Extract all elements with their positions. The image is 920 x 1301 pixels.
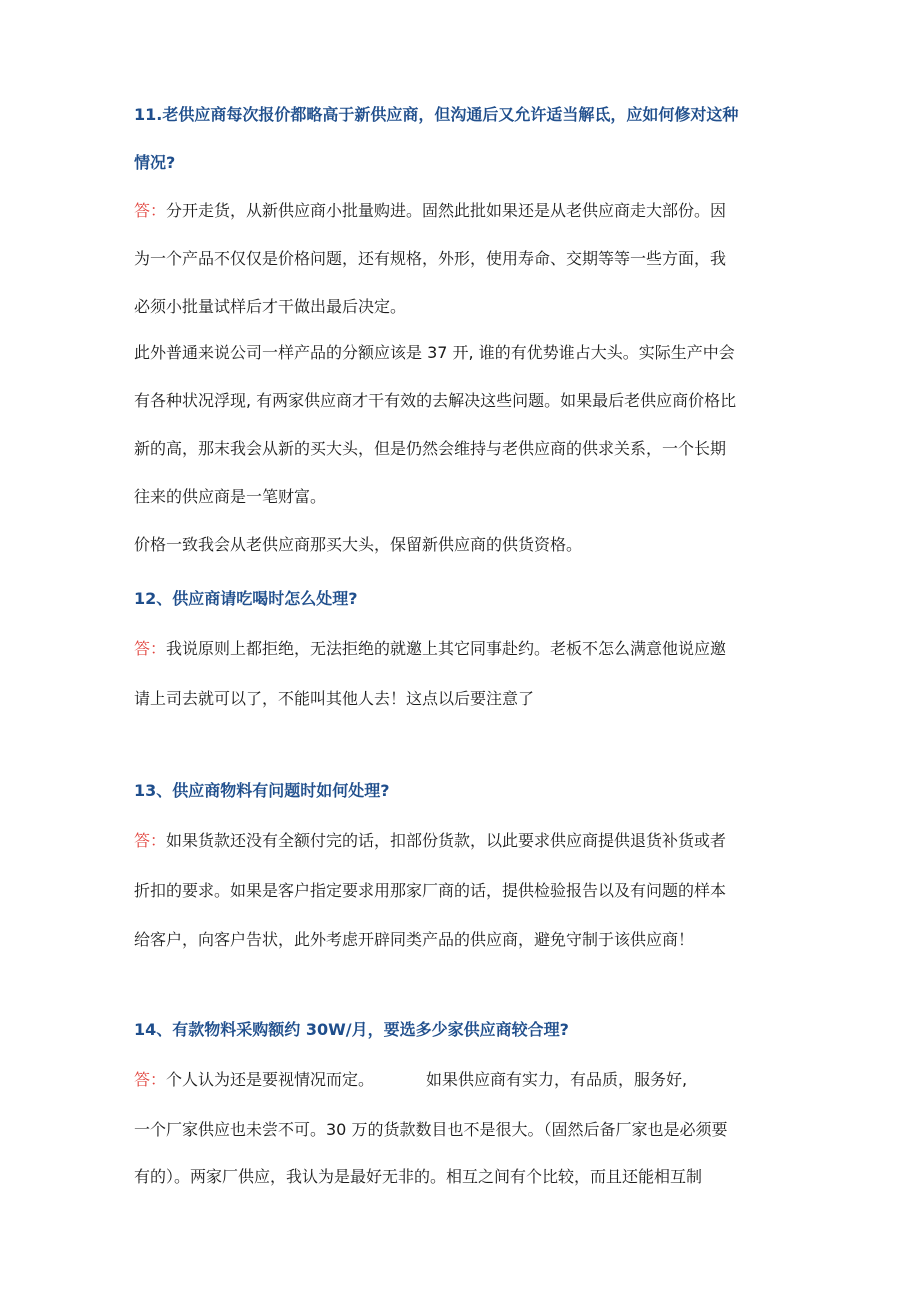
paragraph-11b-line-3: 新的高，那末我会从新的买大头，但是仍然会维持与老供应商的供求关系，一个长期 xyxy=(134,439,727,458)
answer-text: 分开走货，从新供应商小批量购进。固然此批如果还是从老供应商走大部份。因 xyxy=(166,201,727,220)
answer-13-line-2: 折扣的要求。如果是客户指定要求用那家厂商的话，提供检验报告以及有问题的样本 xyxy=(134,881,727,900)
answer-12-line-1 xyxy=(134,638,784,660)
paragraph-11b-line-1: 此外普通来说公司一样产品的分额应该是 37 开, 谁的有优势谁占大头。实际生产中会 xyxy=(134,343,735,362)
answer-11-line-1 xyxy=(134,200,784,222)
answer-label: 答： xyxy=(134,1070,167,1089)
question-11-line-2: 情况? xyxy=(134,153,176,172)
answer-label: 答： xyxy=(134,639,167,658)
question-11-line-1: 11.老供应商每次报价都略高于新供应商，但沟通后又允许适当解氐，应如何修对这种 xyxy=(134,105,739,124)
question-12: 12、供应商请吃喝时怎么处理? xyxy=(134,589,358,608)
answer-11-line-2: 为一个产品不仅仅是价格问题，还有规格，外形，使用寿命、交期等等一些方面，我 xyxy=(134,249,727,268)
paragraph-11b-line-4: 往来的供应商是一笔财富。 xyxy=(134,487,327,506)
answer-text: 如果供应商有实力，有品质，服务好, xyxy=(426,1070,688,1089)
question-13: 13、供应商物料有问题时如何处理? xyxy=(134,781,390,800)
answer-14-line-1 xyxy=(134,1069,784,1091)
answer-13-line-3: 给客户，向客户告状，此外考虑开辟同类产品的供应商，避免守制于该供应商！ xyxy=(134,930,695,949)
answer-12-line-2: 请上司去就可以了，不能叫其他人去！这点以后要注意了 xyxy=(134,689,535,708)
paragraph-11b-line-2: 有各种状况浮现, 有两家供应商才干有效的去解决这些问题。如果最后老供应商价格比 xyxy=(134,391,737,410)
answer-label: 答： xyxy=(134,831,167,850)
answer-text: 个人认为还是要视情况而定。 xyxy=(166,1070,375,1089)
paragraph-11c: 价格一致我会从老供应商那买大头，保留新供应商的供货资格。 xyxy=(134,535,583,554)
answer-11-line-3: 必须小批量试样后才干做出最后决定。 xyxy=(134,297,407,316)
answer-14-line-2: 一个厂家供应也未尝不可。30 万的货款数目也不是很大。（固然后备厂家也是必须要 xyxy=(134,1120,728,1139)
question-14: 14、有款物料采购额约 30W/月，要选多少家供应商较合理? xyxy=(134,1020,569,1039)
answer-text: 如果货款还没有全额付完的话，扣部份货款，以此要求供应商提供退货补货或者 xyxy=(166,831,727,850)
answer-14-line-3: 有的）。两家厂供应，我认为是最好无非的。相互之间有个比较，而且还能相互制 xyxy=(134,1167,703,1186)
answer-13-line-1 xyxy=(134,830,784,852)
answer-text: 我说原则上都拒绝，无法拒绝的就邀上其它同事赴约。老板不怎么满意他说应邀 xyxy=(166,639,727,658)
answer-label: 答： xyxy=(134,201,167,220)
